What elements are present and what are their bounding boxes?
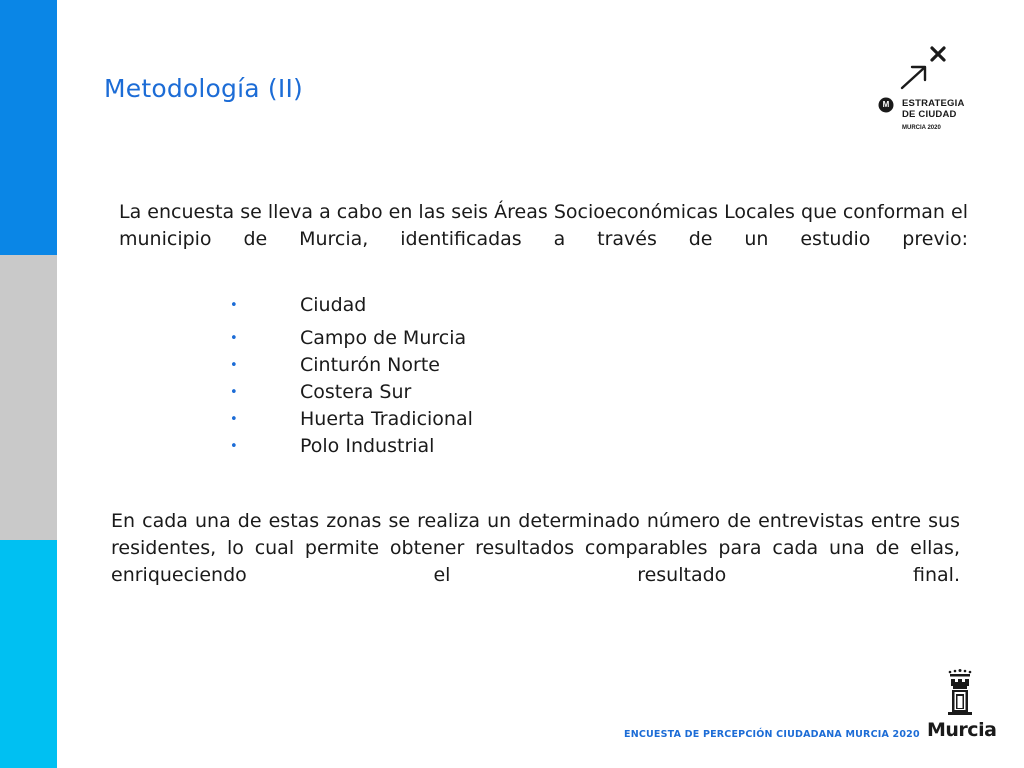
city-crest-icon [944,668,976,716]
band-blue [0,0,57,255]
logo-line-3: MURCIA 2020 [902,125,941,131]
band-cyan [0,540,57,768]
left-color-band [0,0,57,768]
arrow-cross-icon [872,42,972,138]
murcia-city-logo-text: Murcia [927,719,997,741]
area-name: Polo Industrial [300,435,435,457]
footer-caption: ENCUESTA DE PERCEPCIÓN CIUDADANA MURCIA 2020 [624,729,920,740]
bullet-icon: • [230,331,238,346]
intro-paragraph: La encuesta se lleva a cabo en las seis Áreas Socioeconómicas Locales que conforman el municipio de Murcia, identificadas a través de un estudio previo: [119,201,968,250]
area-name: Cinturón Norte [300,354,440,376]
slide-title: Metodología (II) [104,74,303,103]
logo-line-1: ESTRATEGIA [902,98,965,109]
bullet-icon: • [230,439,238,454]
band-grey [0,255,57,540]
area-name: Huerta Tradicional [300,408,473,430]
logo-line-2: DE CIUDAD [902,109,957,120]
bullet-icon: • [230,385,238,400]
bullet-icon: • [230,298,238,313]
area-name: Costera Sur [300,381,412,403]
bullet-icon: • [230,358,238,373]
logo-badge-letter: M [882,100,890,109]
area-name: Campo de Murcia [300,327,467,349]
bullet-icon: • [230,412,238,427]
estrategia-ciudad-logo [872,42,972,138]
area-name: Ciudad [300,294,367,316]
closing-paragraph: En cada una de estas zonas se realiza un determinado número de entrevistas entre sus residentes, lo cual permite obtener resultados comparables para cada una de ellas, enriqueciendo el resultado final. [111,510,960,586]
